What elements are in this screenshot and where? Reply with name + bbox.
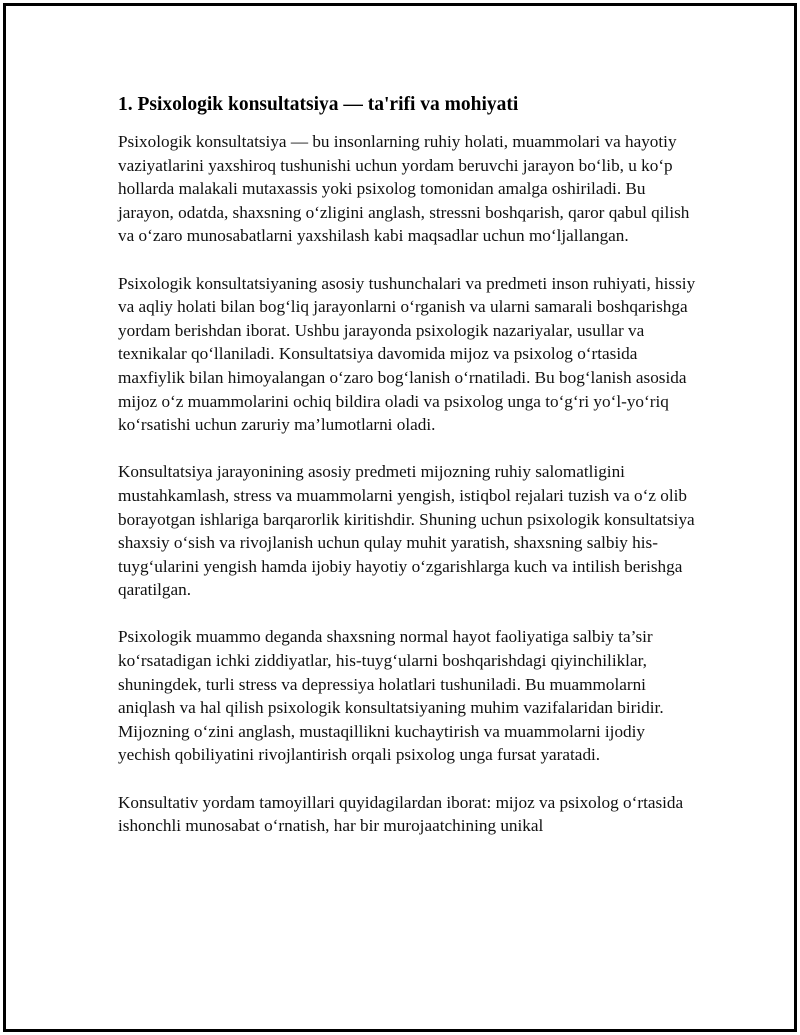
paragraph-definition: Psixologik konsultatsiya — bu insonlarning ruhiy holati, muammolari va hayotiy vaziyatlarini yaxshiroq tushunishi uchun yordam beruvchi jarayon bo‘lib, u ko‘p hollarda malakali mutaxassis yoki psixolog tomonidan amalga oshiriladi. Bu jarayon, odatda, shaxsning o‘zligini anglash, stressni boshqarish, qaror qabul qilish va o‘zaro munosabatlarni yaxshilash kabi maqsadlar uchun mo‘ljallangan. [118, 132, 690, 246]
paragraph-psychological-problem: Psixologik muammo deganda shaxsning normal hayot faoliyatiga salbiy ta’sir ko‘rsatadigan ichki ziddiyatlar, his-tuyg‘ularni boshqarishdagi qiyinchiliklar, shuningdek, turli stress va depressiya holatlari tushuniladi. Bu muammolarni aniqlash va hal qilish psixologik konsultatsiyaning muhim vazifalaridan biridir. Mijozning o‘zini anglash, mustaqillikni kuchaytirish va muammolarni ijodiy yechish qobiliyatini rivojlantirish orqali psixolog unga fursat yaratadi. [118, 627, 664, 765]
paragraph-main-goal: Konsultatsiya jarayonining asosiy predmeti mijozning ruhiy salomatligini mustahkamlash, stress va muammolarni yengish, istiqbol rejalari tuzish va o‘z olib borayotgan ishlariga barqarorlik kiritishdir. Shuning uchun psixologik konsultatsiya shaxsiy o‘sish va rivojlanish uchun qulay muhit yaratish, shaxsning salbiy his-tuyg‘ularini yengish hamda ijobiy hayotiy o‘zgarishlarga kuch va intilish berishga qaratilgan. [118, 462, 695, 600]
paragraph-principles: Konsultativ yordam tamoyillari quyidagilardan iborat: mijoz va psixolog o‘rtasida ishonchli munosabat o‘rnatish, har bir murojaatchining unikal [118, 792, 684, 836]
document-body [118, 92, 698, 861]
section-heading: 1. Psixologik konsultatsiya — ta'rifi va mohiyati [118, 94, 519, 115]
paragraph-subject: Psixologik konsultatsiyaning asosiy tushunchalari va predmeti inson ruhiyati, hissiy va aqliy holati bilan bog‘liq jarayonlarni o‘rganish va ularni samarali boshqarishga yordam berishdan iborat. Ushbu jarayonda psixologik nazariyalar, usullar va texnikalar qo‘llaniladi. Konsultatsiya davomida mijoz va psixolog o‘rtasida maxfiylik bilan himoyalangan o‘zaro bog‘lanish o‘rnatiladi. Bu bog‘lanish asosida mijoz o‘z muammolarini ochiq bildira oladi va psixolog unga to‘g‘ri yo‘l-yo‘riq ko‘rsatishi uchun zaruriy ma’lumotlarni oladi. [118, 273, 696, 435]
